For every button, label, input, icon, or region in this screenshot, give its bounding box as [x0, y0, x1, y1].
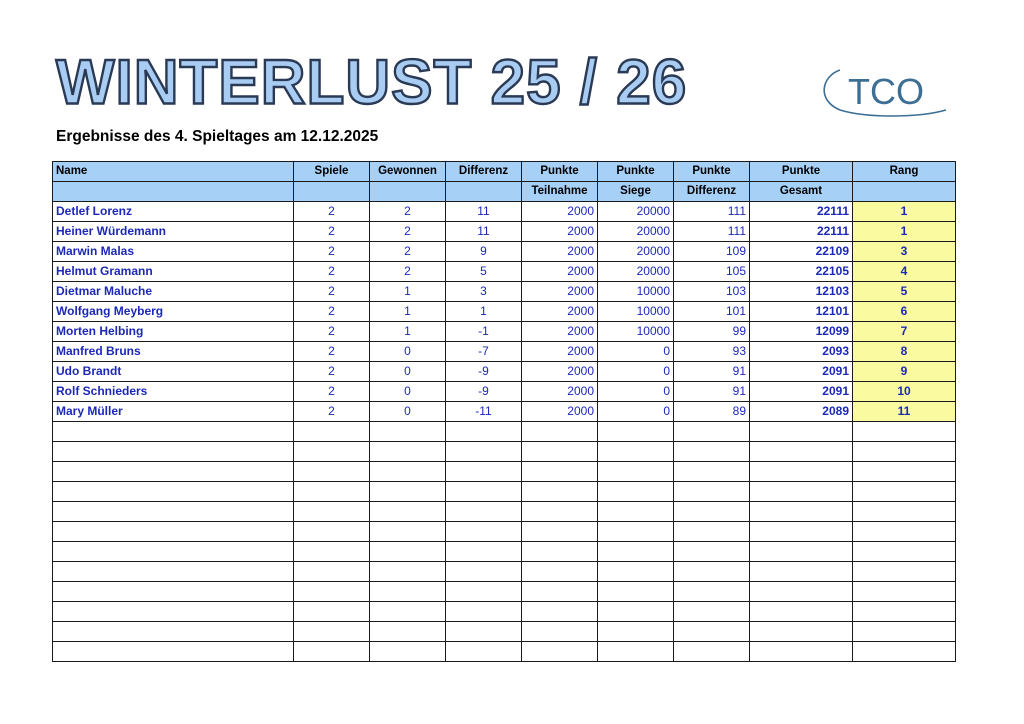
- empty-cell: [53, 502, 294, 522]
- empty-cell: [53, 562, 294, 582]
- column-header: Gewonnen: [370, 162, 446, 182]
- games-won-cell: 1: [370, 322, 446, 342]
- points-wins-cell: 0: [598, 342, 674, 362]
- empty-cell: [294, 642, 370, 662]
- empty-cell: [522, 522, 598, 542]
- table-row: [53, 322, 956, 342]
- player-name-cell: Detlef Lorenz: [53, 202, 294, 222]
- points-difference-cell: 111: [674, 202, 750, 222]
- player-name-cell: Helmut Gramann: [53, 262, 294, 282]
- games-won-cell: 1: [370, 302, 446, 322]
- empty-cell: [370, 462, 446, 482]
- empty-cell: [522, 482, 598, 502]
- empty-cell: [53, 602, 294, 622]
- empty-row: [53, 542, 956, 562]
- column-header: Differenz: [446, 162, 522, 182]
- empty-row: [53, 502, 956, 522]
- points-difference-cell: 109: [674, 242, 750, 262]
- empty-cell: [370, 502, 446, 522]
- empty-row: [53, 602, 956, 622]
- games-played-cell: 2: [294, 362, 370, 382]
- header-row-2: [53, 182, 956, 202]
- empty-cell: [370, 482, 446, 502]
- points-participation-cell: 2000: [522, 322, 598, 342]
- column-header: Name: [53, 162, 294, 182]
- empty-cell: [522, 642, 598, 662]
- empty-cell: [674, 482, 750, 502]
- games-played-cell: 2: [294, 382, 370, 402]
- empty-cell: [53, 442, 294, 462]
- points-difference-cell: 105: [674, 262, 750, 282]
- games-won-cell: 2: [370, 262, 446, 282]
- points-total-cell: 2091: [750, 362, 853, 382]
- empty-cell: [53, 642, 294, 662]
- empty-cell: [370, 602, 446, 622]
- player-name-cell: Marwin Malas: [53, 242, 294, 262]
- column-header: [853, 182, 956, 202]
- empty-cell: [674, 442, 750, 462]
- rank-cell: 1: [853, 202, 956, 222]
- empty-cell: [446, 622, 522, 642]
- rank-cell: 8: [853, 342, 956, 362]
- rank-cell: 7: [853, 322, 956, 342]
- points-difference-cell: 103: [674, 282, 750, 302]
- points-total-cell: 12101: [750, 302, 853, 322]
- empty-row: [53, 442, 956, 462]
- empty-cell: [370, 642, 446, 662]
- empty-cell: [853, 462, 956, 482]
- player-name-cell: Heiner Würdemann: [53, 222, 294, 242]
- empty-cell: [53, 582, 294, 602]
- empty-cell: [750, 622, 853, 642]
- empty-cell: [598, 462, 674, 482]
- table-row: [53, 362, 956, 382]
- empty-cell: [53, 522, 294, 542]
- empty-cell: [853, 542, 956, 562]
- points-wins-cell: 20000: [598, 262, 674, 282]
- empty-cell: [853, 482, 956, 502]
- game-difference-cell: -11: [446, 402, 522, 422]
- empty-cell: [294, 562, 370, 582]
- empty-cell: [370, 542, 446, 562]
- empty-cell: [853, 522, 956, 542]
- empty-cell: [446, 542, 522, 562]
- empty-cell: [370, 562, 446, 582]
- empty-cell: [370, 622, 446, 642]
- points-participation-cell: 2000: [522, 242, 598, 262]
- column-header: Punkte: [522, 162, 598, 182]
- empty-cell: [750, 502, 853, 522]
- empty-cell: [674, 642, 750, 662]
- empty-cell: [598, 502, 674, 522]
- empty-cell: [446, 502, 522, 522]
- column-header: [53, 182, 294, 202]
- games-played-cell: 2: [294, 302, 370, 322]
- games-won-cell: 0: [370, 362, 446, 382]
- games-played-cell: 2: [294, 322, 370, 342]
- points-total-cell: 22109: [750, 242, 853, 262]
- points-participation-cell: 2000: [522, 402, 598, 422]
- player-name-cell: Wolfgang Meyberg: [53, 302, 294, 322]
- empty-cell: [53, 542, 294, 562]
- points-difference-cell: 91: [674, 382, 750, 402]
- column-header: Siege: [598, 182, 674, 202]
- points-participation-cell: 2000: [522, 362, 598, 382]
- empty-cell: [750, 422, 853, 442]
- points-difference-cell: 99: [674, 322, 750, 342]
- empty-cell: [750, 582, 853, 602]
- game-difference-cell: 9: [446, 242, 522, 262]
- points-wins-cell: 20000: [598, 222, 674, 242]
- game-difference-cell: 5: [446, 262, 522, 282]
- games-played-cell: 2: [294, 342, 370, 362]
- points-wins-cell: 0: [598, 382, 674, 402]
- header-row-1: [53, 162, 956, 182]
- game-difference-cell: -7: [446, 342, 522, 362]
- empty-cell: [294, 462, 370, 482]
- empty-row: [53, 422, 956, 442]
- empty-cell: [598, 542, 674, 562]
- empty-row: [53, 622, 956, 642]
- game-difference-cell: 11: [446, 202, 522, 222]
- rank-cell: 10: [853, 382, 956, 402]
- page-subtitle: Ergebnisse des 4. Spieltages am 12.12.2025: [56, 128, 379, 145]
- empty-cell: [522, 562, 598, 582]
- points-wins-cell: 10000: [598, 282, 674, 302]
- empty-cell: [598, 482, 674, 502]
- table-row: [53, 342, 956, 362]
- game-difference-cell: 11: [446, 222, 522, 242]
- rank-cell: 4: [853, 262, 956, 282]
- empty-cell: [53, 482, 294, 502]
- empty-cell: [294, 542, 370, 562]
- points-participation-cell: 2000: [522, 262, 598, 282]
- points-total-cell: 22105: [750, 262, 853, 282]
- games-won-cell: 2: [370, 222, 446, 242]
- games-won-cell: 0: [370, 382, 446, 402]
- points-total-cell: 22111: [750, 202, 853, 222]
- games-won-cell: 0: [370, 402, 446, 422]
- rank-cell: 5: [853, 282, 956, 302]
- column-header: [294, 182, 370, 202]
- column-header: [446, 182, 522, 202]
- tco-logo: [818, 60, 948, 122]
- player-name-cell: Mary Müller: [53, 402, 294, 422]
- empty-cell: [294, 602, 370, 622]
- points-total-cell: 2091: [750, 382, 853, 402]
- table-row: [53, 242, 956, 262]
- empty-cell: [294, 622, 370, 642]
- games-played-cell: 2: [294, 202, 370, 222]
- column-header: Punkte: [598, 162, 674, 182]
- points-difference-cell: 111: [674, 222, 750, 242]
- empty-cell: [522, 422, 598, 442]
- points-wins-cell: 0: [598, 402, 674, 422]
- points-wins-cell: 20000: [598, 202, 674, 222]
- empty-cell: [750, 562, 853, 582]
- empty-cell: [294, 482, 370, 502]
- games-played-cell: 2: [294, 282, 370, 302]
- empty-cell: [294, 442, 370, 462]
- player-name-cell: Dietmar Maluche: [53, 282, 294, 302]
- rank-cell: 1: [853, 222, 956, 242]
- rank-cell: 6: [853, 302, 956, 322]
- column-header: Gesamt: [750, 182, 853, 202]
- empty-cell: [674, 542, 750, 562]
- empty-cell: [853, 502, 956, 522]
- empty-cell: [370, 442, 446, 462]
- game-difference-cell: -9: [446, 362, 522, 382]
- game-difference-cell: -1: [446, 322, 522, 342]
- points-participation-cell: 2000: [522, 302, 598, 322]
- column-header: Punkte: [674, 162, 750, 182]
- table-row: [53, 402, 956, 422]
- games-won-cell: 2: [370, 242, 446, 262]
- games-won-cell: 0: [370, 342, 446, 362]
- empty-cell: [522, 462, 598, 482]
- points-wins-cell: 0: [598, 362, 674, 382]
- empty-cell: [750, 482, 853, 502]
- column-header: Punkte: [750, 162, 853, 182]
- points-difference-cell: 93: [674, 342, 750, 362]
- rank-cell: 3: [853, 242, 956, 262]
- empty-cell: [53, 462, 294, 482]
- player-name-cell: Morten Helbing: [53, 322, 294, 342]
- points-participation-cell: 2000: [522, 222, 598, 242]
- empty-cell: [598, 422, 674, 442]
- empty-cell: [522, 502, 598, 522]
- empty-cell: [294, 582, 370, 602]
- empty-cell: [750, 442, 853, 462]
- table-row: [53, 282, 956, 302]
- points-wins-cell: 10000: [598, 302, 674, 322]
- empty-cell: [446, 442, 522, 462]
- empty-cell: [446, 602, 522, 622]
- column-header: Teilnahme: [522, 182, 598, 202]
- empty-row: [53, 642, 956, 662]
- player-name-cell: Manfred Bruns: [53, 342, 294, 362]
- points-participation-cell: 2000: [522, 202, 598, 222]
- empty-cell: [598, 442, 674, 462]
- empty-cell: [522, 442, 598, 462]
- points-total-cell: 22111: [750, 222, 853, 242]
- points-participation-cell: 2000: [522, 382, 598, 402]
- empty-cell: [598, 582, 674, 602]
- empty-cell: [446, 482, 522, 502]
- empty-cell: [294, 522, 370, 542]
- points-difference-cell: 89: [674, 402, 750, 422]
- empty-cell: [674, 582, 750, 602]
- column-header: Rang: [853, 162, 956, 182]
- empty-cell: [446, 422, 522, 442]
- empty-cell: [446, 642, 522, 662]
- games-played-cell: 2: [294, 402, 370, 422]
- empty-cell: [750, 462, 853, 482]
- games-played-cell: 2: [294, 262, 370, 282]
- empty-cell: [853, 442, 956, 462]
- game-difference-cell: 3: [446, 282, 522, 302]
- empty-cell: [446, 522, 522, 542]
- games-won-cell: 2: [370, 202, 446, 222]
- empty-cell: [598, 562, 674, 582]
- table-row: [53, 382, 956, 402]
- empty-cell: [853, 622, 956, 642]
- empty-cell: [853, 582, 956, 602]
- empty-cell: [674, 622, 750, 642]
- game-difference-cell: 1: [446, 302, 522, 322]
- empty-row: [53, 462, 956, 482]
- player-name-cell: Udo Brandt: [53, 362, 294, 382]
- games-won-cell: 1: [370, 282, 446, 302]
- table-row: [53, 302, 956, 322]
- empty-cell: [53, 622, 294, 642]
- empty-cell: [674, 522, 750, 542]
- game-difference-cell: -9: [446, 382, 522, 402]
- games-played-cell: 2: [294, 222, 370, 242]
- empty-cell: [674, 562, 750, 582]
- empty-cell: [370, 422, 446, 442]
- points-wins-cell: 20000: [598, 242, 674, 262]
- points-wins-cell: 10000: [598, 322, 674, 342]
- empty-cell: [750, 522, 853, 542]
- empty-cell: [674, 602, 750, 622]
- empty-cell: [853, 602, 956, 622]
- games-played-cell: 2: [294, 242, 370, 262]
- rank-cell: 9: [853, 362, 956, 382]
- points-participation-cell: 2000: [522, 282, 598, 302]
- empty-cell: [370, 522, 446, 542]
- column-header: Differenz: [674, 182, 750, 202]
- points-difference-cell: 101: [674, 302, 750, 322]
- empty-cell: [598, 522, 674, 542]
- empty-cell: [750, 602, 853, 622]
- points-total-cell: 2089: [750, 402, 853, 422]
- empty-cell: [522, 542, 598, 562]
- empty-cell: [674, 462, 750, 482]
- tco-logo-text: TCO: [848, 71, 924, 112]
- column-header: [370, 182, 446, 202]
- empty-cell: [446, 462, 522, 482]
- points-total-cell: 12103: [750, 282, 853, 302]
- points-total-cell: 2093: [750, 342, 853, 362]
- empty-cell: [446, 582, 522, 602]
- empty-row: [53, 522, 956, 542]
- column-header: Spiele: [294, 162, 370, 182]
- empty-cell: [598, 622, 674, 642]
- empty-cell: [370, 582, 446, 602]
- table-row: [53, 262, 956, 282]
- points-difference-cell: 91: [674, 362, 750, 382]
- empty-cell: [294, 502, 370, 522]
- empty-cell: [853, 642, 956, 662]
- empty-row: [53, 582, 956, 602]
- empty-cell: [750, 642, 853, 662]
- empty-cell: [853, 422, 956, 442]
- empty-cell: [750, 542, 853, 562]
- empty-cell: [674, 422, 750, 442]
- page-title: WINTERLUST 25 / 26: [56, 47, 688, 118]
- empty-cell: [53, 422, 294, 442]
- empty-cell: [598, 642, 674, 662]
- table-row: [53, 202, 956, 222]
- empty-cell: [674, 502, 750, 522]
- rank-cell: 11: [853, 402, 956, 422]
- results-table: [52, 161, 956, 662]
- empty-cell: [853, 562, 956, 582]
- empty-cell: [598, 602, 674, 622]
- empty-row: [53, 562, 956, 582]
- empty-cell: [522, 622, 598, 642]
- empty-row: [53, 482, 956, 502]
- empty-cell: [522, 582, 598, 602]
- table-row: [53, 222, 956, 242]
- empty-cell: [446, 562, 522, 582]
- player-name-cell: Rolf Schnieders: [53, 382, 294, 402]
- points-participation-cell: 2000: [522, 342, 598, 362]
- empty-cell: [294, 422, 370, 442]
- points-total-cell: 12099: [750, 322, 853, 342]
- empty-cell: [522, 602, 598, 622]
